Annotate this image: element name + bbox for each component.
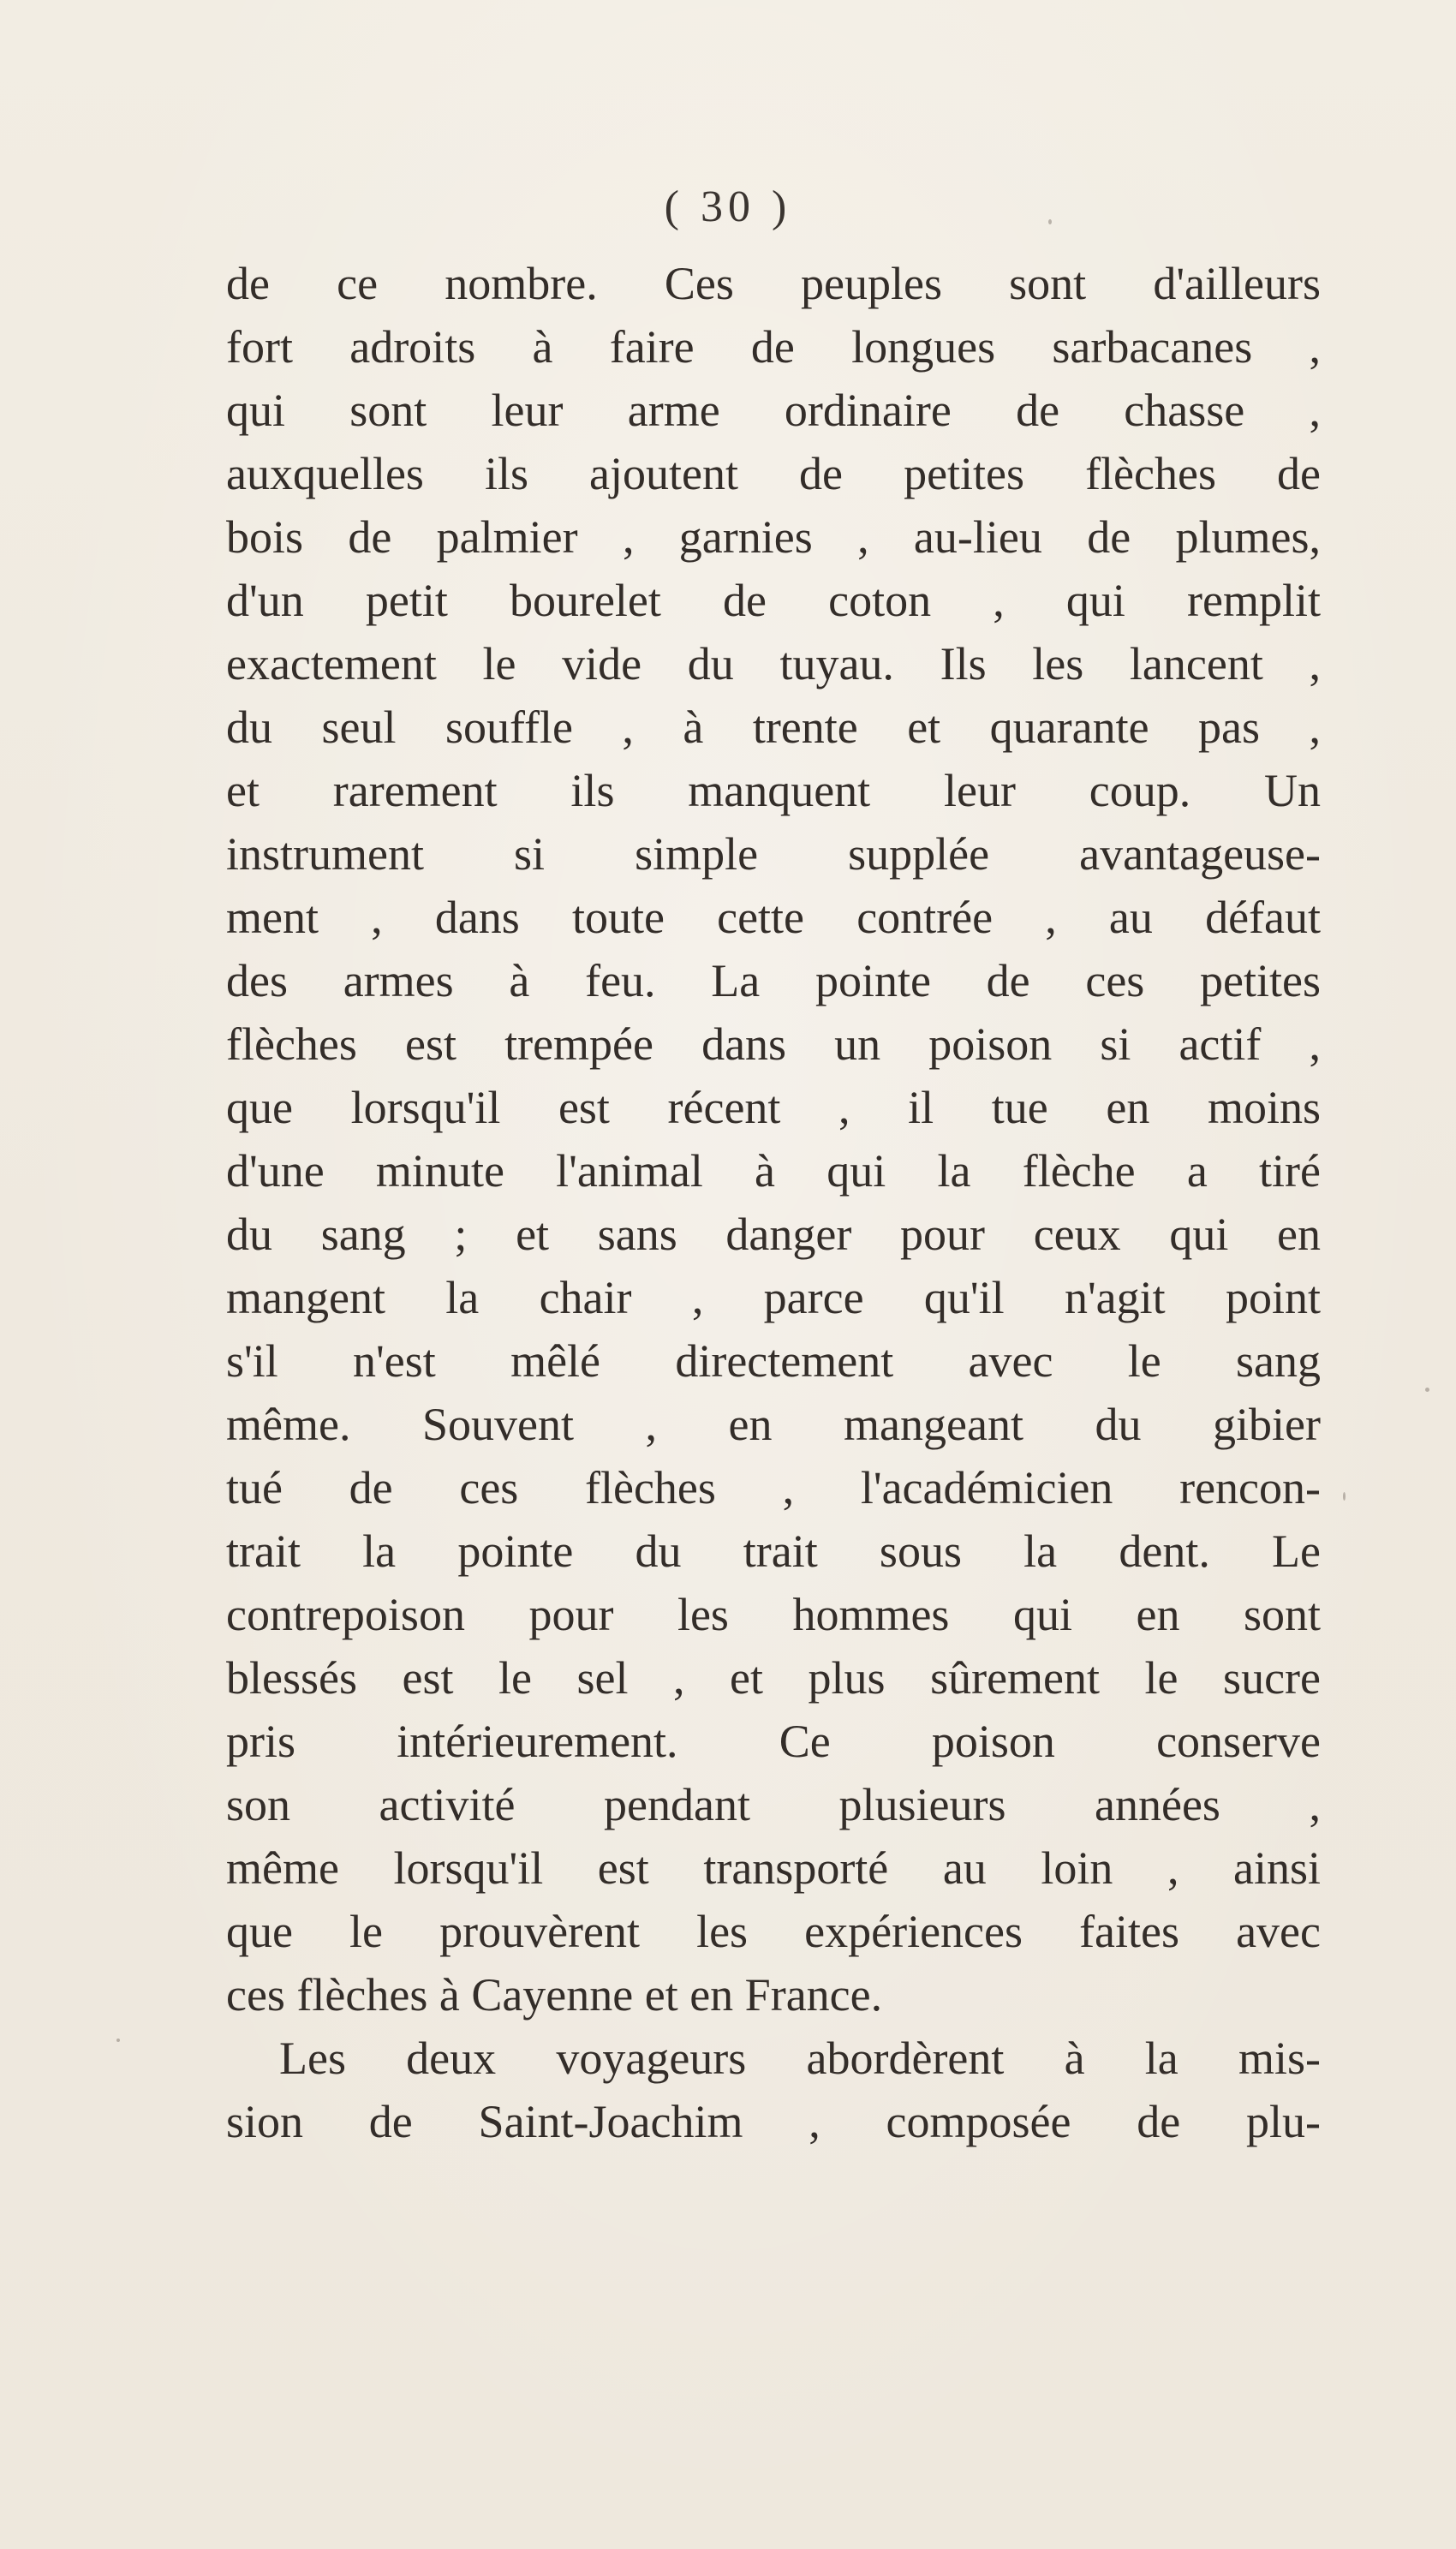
- text-line: qui sont leur arme ordinaire de chasse ,: [226, 385, 1321, 436]
- text-line: du seul souffle , à trente et quarante pas ,: [226, 701, 1321, 753]
- text-line: ment , dans toute cette contrée , au défaut: [226, 892, 1321, 943]
- text-line: même. Souvent , en mangeant du gibier: [226, 1399, 1321, 1450]
- text-line: des armes à feu. La pointe de ces petites: [226, 955, 1321, 1006]
- text-line: de ce nombre. Ces peuples sont d'ailleurs: [226, 258, 1321, 309]
- paper-speck: [1425, 1388, 1429, 1392]
- text-line: contrepoison pour les hommes qui en sont: [226, 1589, 1321, 1640]
- page-number: ( 30 ): [664, 182, 792, 231]
- text-line: du sang ; et sans danger pour ceux qui en: [226, 1209, 1321, 1260]
- text-line: Les deux voyageurs abordèrent à la mis-: [279, 2033, 1321, 2084]
- text-line: ces flèches à Cayenne et en France.: [226, 1969, 883, 2021]
- paper-speck: [116, 2039, 120, 2042]
- text-line: son activité pendant plusieurs années ,: [226, 1779, 1321, 1830]
- text-line: flèches est trempée dans un poison si actif ,: [226, 1018, 1321, 1070]
- text-line: fort adroits à faire de longues sarbacanes ,: [226, 321, 1321, 373]
- text-line: mangent la chair , parce qu'il n'agit point: [226, 1272, 1321, 1323]
- paper-speck: [1343, 1492, 1346, 1501]
- text-line: tué de ces flèches , l'académicien rencon-: [226, 1462, 1321, 1513]
- text-line: instrument si simple supplée avantageuse-: [226, 828, 1321, 880]
- text-line: sion de Saint-Joachim , composée de plu-: [226, 2096, 1321, 2147]
- body-text: [226, 252, 1321, 2153]
- text-line: exactement le vide du tuyau. Ils les lancent ,: [226, 638, 1321, 689]
- text-line: s'il n'est mêlé directement avec le sang: [226, 1335, 1321, 1387]
- text-line: auxquelles ils ajoutent de petites flèches de: [226, 448, 1321, 499]
- text-line: trait la pointe du trait sous la dent. Le: [226, 1525, 1321, 1577]
- paper-speck: [1048, 219, 1052, 224]
- text-line: et rarement ils manquent leur coup. Un: [226, 765, 1321, 816]
- text-line: bois de palmier , garnies , au-lieu de plumes,: [226, 511, 1321, 563]
- text-line: pris intérieurement. Ce poison conserve: [226, 1716, 1321, 1767]
- text-line: d'une minute l'animal à qui la flèche a tiré: [226, 1145, 1321, 1197]
- text-line: que lorsqu'il est récent , il tue en moins: [226, 1082, 1321, 1133]
- text-line: blessés est le sel , et plus sûrement le sucre: [226, 1652, 1321, 1704]
- text-line: que le prouvèrent les expériences faites avec: [226, 1906, 1321, 1957]
- text-line: même lorsqu'il est transporté au loin , ainsi: [226, 1842, 1321, 1894]
- text-line: d'un petit bourelet de coton , qui remplit: [226, 575, 1321, 626]
